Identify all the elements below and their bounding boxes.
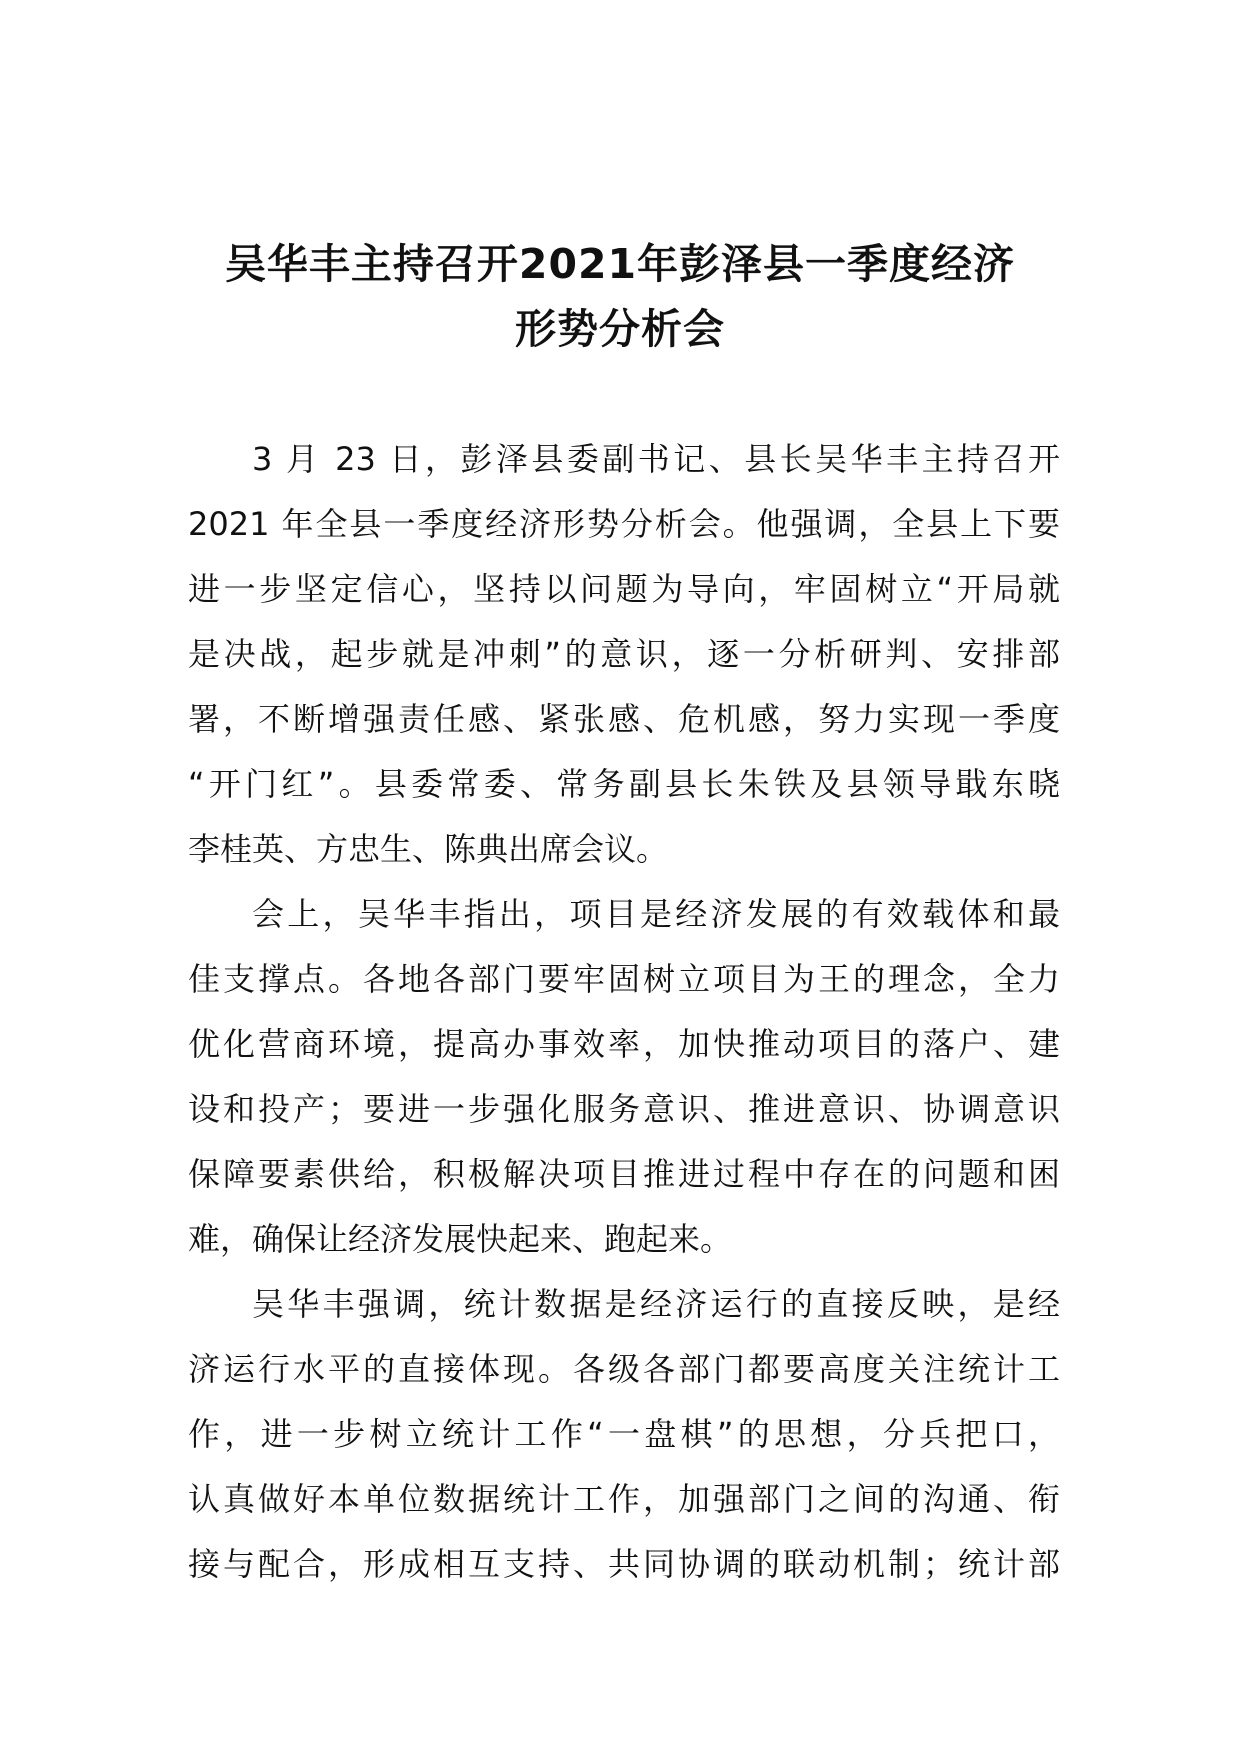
text-line: 济运行水平的直接体现。各级各部门都要高度关注统计工 [188, 1350, 1060, 1388]
text-line: 作，进一步树立统计工作“一盘棋”的思想，分兵把口， [188, 1415, 1060, 1453]
title-line-1: 吴华丰主持召开2021年彭泽县一季度经济 [224, 240, 1016, 288]
text-line: 认真做好本单位数据统计工作，加强部门之间的沟通、衔 [188, 1480, 1060, 1518]
text-line: 保障要素供给，积极解决项目推进过程中存在的问题和困 [188, 1155, 1060, 1193]
paragraph-3 [188, 1272, 1060, 1597]
title-line-2: 形势分析会 [515, 305, 725, 353]
text-line: “开门红”。县委常委、常务副县长朱铁及县领导戢东晓 [188, 765, 1060, 803]
text-line: 设和投产；要进一步强化服务意识、推进意识、协调意识 [188, 1090, 1060, 1128]
text-line: 接与配合，形成相互支持、共同协调的联动机制；统计部 [188, 1545, 1060, 1583]
text-line: 优化营商环境，提高办事效率，加快推动项目的落户、建 [188, 1025, 1060, 1063]
text-line: 会上，吴华丰指出，项目是经济发展的有效载体和最 [252, 895, 1060, 933]
text-line: 3 月 23 日，彭泽县委副书记、县长吴华丰主持召开 [252, 440, 1060, 478]
text-line: 署，不断增强责任感、紧张感、危机感，努力实现一季度 [188, 700, 1060, 738]
text-line: 难，确保让经济发展快起来、跑起来。 [188, 1220, 733, 1258]
text-line: 2021 年全县一季度经济形势分析会。他强调，全县上下要 [188, 505, 1060, 543]
document-title [170, 232, 1070, 362]
document-body [188, 427, 1060, 1597]
paragraph-2 [188, 882, 1060, 1272]
text-line: 李桂英、方忠生、陈典出席会议。 [188, 830, 669, 868]
text-line: 吴华丰强调，统计数据是经济运行的直接反映，是经 [252, 1285, 1060, 1323]
text-line: 是决战，起步就是冲刺”的意识，逐一分析研判、安排部 [188, 635, 1060, 673]
text-line: 进一步坚定信心，坚持以问题为导向，牢固树立“开局就 [188, 570, 1060, 608]
text-line: 佳支撑点。各地各部门要牢固树立项目为王的理念，全力 [188, 960, 1060, 998]
paragraph-1 [188, 427, 1060, 882]
